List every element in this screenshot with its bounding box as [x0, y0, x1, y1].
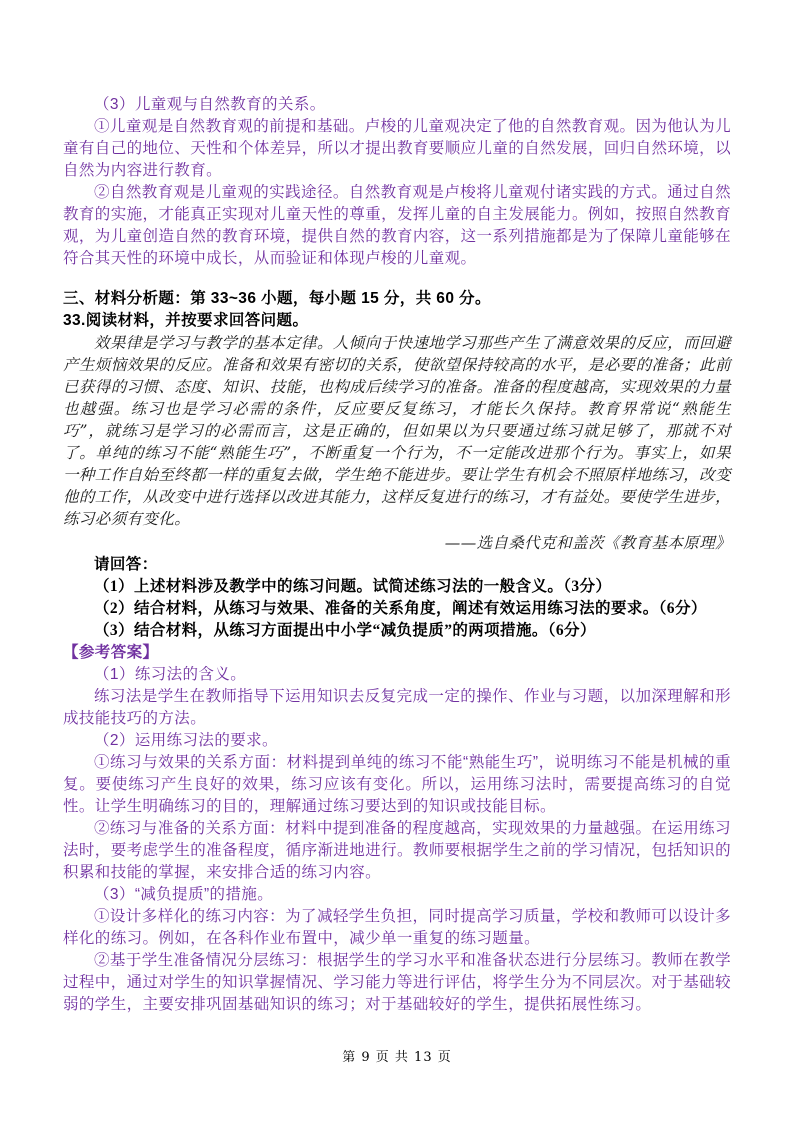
- answer-3-point-1: ①设计多样化的练习内容：为了减轻学生负担，同时提高学习质量，学校和教师可以设计多样化的练习。例如，在各科作业布置中，减少单一重复的练习题量。: [63, 908, 731, 947]
- answer-1-heading: （1）练习法的含义。: [94, 666, 247, 683]
- prev-answer-point-1: ①儿童观是自然教育观的前提和基础。卢梭的儿童观决定了他的自然教育观。因为他认为儿童有自己的地位、天性和个体差异，所以才提出教育要顺应儿童的自然发展，回归自然环境，以自然为内容进行教育。: [63, 118, 731, 179]
- answer-2-point-2: ②练习与准备的关系方面：材料中提到准备的程度越高，实现效果的力量越强。在运用练习法时，要考虑学生的准备程度，循序渐进地进行。教师要根据学生之前的学习情况，包括知识的积累和技能的掌握，来安排合适的练习内容。: [63, 820, 731, 881]
- page-content: [63, 94, 731, 1016]
- section-title: 三、材料分析题：第 33~36 小题，每小题 15 分，共 60 分。: [63, 290, 491, 307]
- reference-answer-header: 【参考答案】: [63, 644, 159, 661]
- answer-2-heading: （2）运用练习法的要求。: [94, 732, 278, 749]
- answer-3-point-2: ②基于学生准备情况分层练习：根据学生的学习水平和准备状态进行分层练习。教师在教学过程中，通过对学生的知识掌握情况、学习能力等进行评估，将学生分为不同层次。对于基础较弱的学生，主要安排巩固基础知识的练习；对于基础较好的学生，提供拓展性练习。: [63, 952, 731, 1013]
- material-attribution: ——选自桑代克和盖茨《教育基本原理》: [444, 534, 731, 552]
- question-33-intro: 33.阅读材料，并按要求回答问题。: [63, 312, 309, 329]
- ask-label: 请回答：: [94, 556, 158, 573]
- answer-2-point-1: ①练习与效果的关系方面：材料提到单纯的练习不能“熟能生巧”，说明练习不能是机械的重复。要使练习产生良好的效果，练习应该有变化。所以，运用练习法时，需要提高练习的自觉性。让学生明确练习的目的，理解通过练习要达到的知识或技能目标。: [63, 754, 731, 815]
- prev-answer-relation-heading: （3）儿童观与自然教育的关系。: [94, 96, 326, 113]
- page-number-footer: 第 9 页 共 13 页: [342, 1050, 452, 1065]
- answer-3-heading: （3）“减负提质”的措施。: [94, 886, 274, 903]
- answer-1-body: 练习法是学生在教师指导下运用知识去反复完成一定的操作、作业与习题，以加深理解和形成技能技巧的方法。: [63, 688, 731, 727]
- question-33-3: （3）结合材料，从练习方面提出中小学“减负提质”的两项措施。（6分）: [94, 622, 596, 639]
- material-passage: 效果律是学习与教学的基本定律。人倾向于快速地学习那些产生了满意效果的反应，而回避产生烦恼效果的反应。准备和效果有密切的关系，使欲望保持较高的水平，是必要的准备；此前已获得的习惯、态度、知识、技能，也构成后续学习的准备。准备的程度越高，实现效果的力量也越强。练习也是学习必需的条件，反应要反复练习，才能长久保持。教育界常说“熟能生巧”，就练习是学习的必需而言，这是正确的，但如果以为只要通过练习就足够了，那就不对了。单纯的练习不能“熟能生巧”，不断重复一个行为，不一定能改进那个行为。事实上，如果一种工作自始至终都一样的重复去做，学生绝不能进步。要让学生有机会不照原样地练习，改变他的工作，从改变中进行选择以改进其能力，这样反复进行的练习，才有益处。要使学生进步，练习必须有变化。: [63, 334, 731, 528]
- prev-answer-point-2: ②自然教育观是儿童观的实践途径。自然教育观是卢梭将儿童观付诸实践的方式。通过自然教育的实施，才能真正实现对儿童天性的尊重，发挥儿童的自主发展能力。例如，按照自然教育观，为儿童创造自然的教育环境，提供自然的教育内容，这一系列措施都是为了保障儿童能够在符合其天性的环境中成长，从而验证和体现卢梭的儿童观。: [63, 184, 731, 267]
- question-33-2: （2）结合材料，从练习与效果、准备的关系角度，阐述有效运用练习法的要求。（6分）: [94, 600, 707, 617]
- question-33-1: （1）上述材料涉及教学中的练习问题。试简述练习法的一般含义。（3分）: [94, 578, 612, 595]
